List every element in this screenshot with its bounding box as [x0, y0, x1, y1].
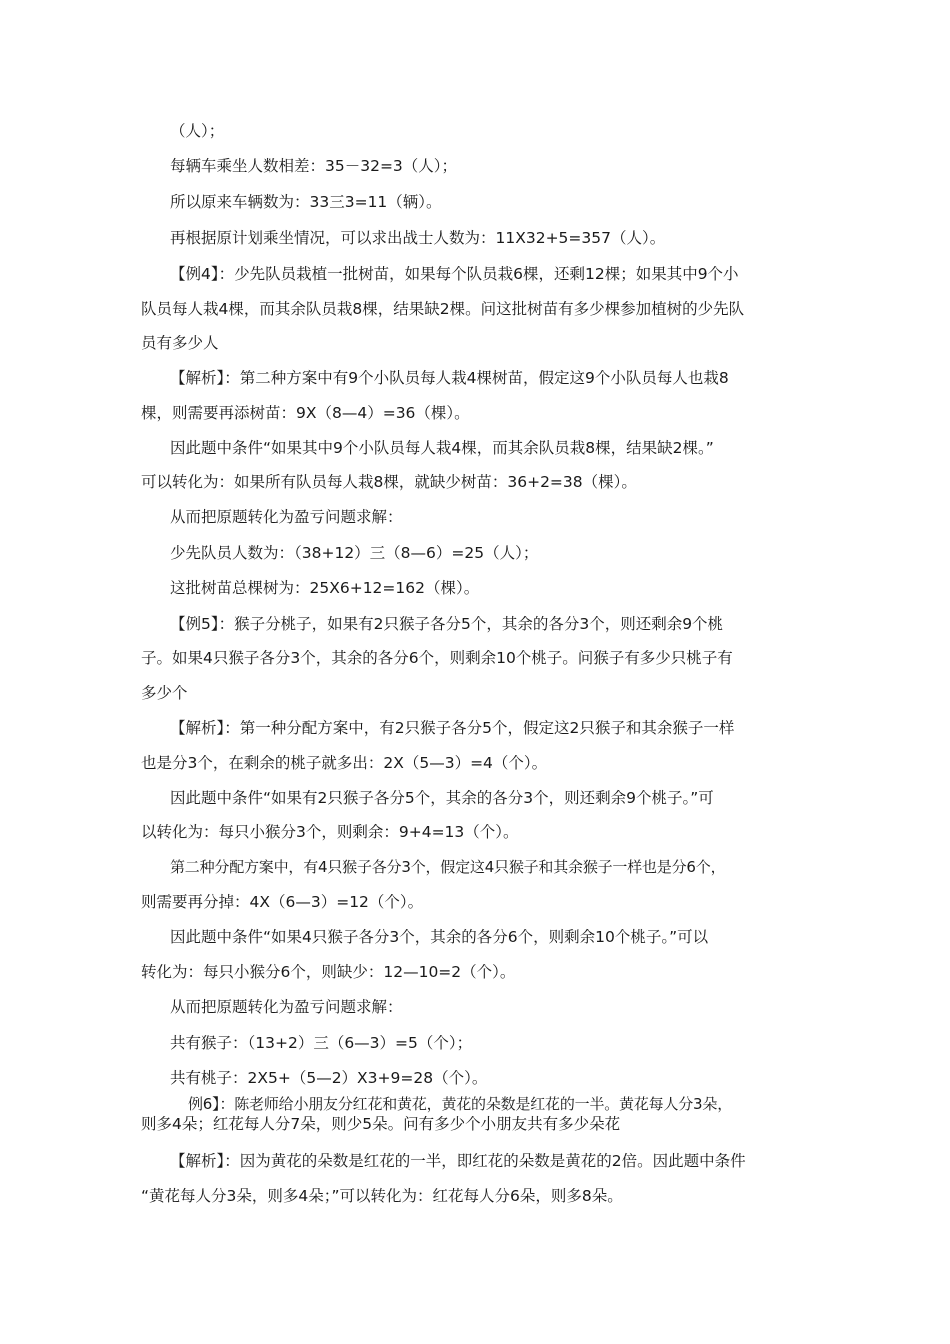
text-line: “黄花每人分3朵，则多4朵；”可以转化为：红花每人分6朵，则多8朵。: [141, 1187, 623, 1205]
text-line: 第二种分配方案中，有4只猴子各分3个，假定这4只猴子和其余猴子一样也是分6个，: [170, 858, 726, 876]
text-line: 也是分3个，在剩余的桃子就多出：2X（5—3）=4（个）。: [141, 754, 548, 772]
text-line: 则多4朵；红花每人分7朵，则少5朵。问有多少个小朋友共有多少朵花: [141, 1115, 621, 1133]
text-line: 转化为：每只小猴分6个，则缺少：12—10=2（个）。: [141, 963, 516, 981]
analysis-heading: 【解析】：第一种分配方案中，有2只猴子各分5个，假定这2只猴子和其余猴子一样: [170, 719, 735, 737]
example-6-heading: 例6】：陈老师给小朋友分红花和黄花，黄花的朵数是红花的一半。黄花每人分3朵，: [188, 1095, 732, 1113]
text-line: 以转化为：每只小猴分3个，则剩余：9+4=13（个）。: [141, 823, 519, 841]
analysis-heading: 【解析】：第二种方案中有9个小队员每人栽4棵树苗，假定这9个小队员每人也栽8: [170, 369, 729, 387]
example-5-heading: 【例5】：猴子分桃子，如果有2只猴子各分5个，其余的各分3个，则还剩余9个桃: [170, 615, 724, 633]
text-line: 每辆车乘坐人数相差：35－32=3（人）；: [170, 157, 458, 175]
analysis-heading: 【解析】：因为黄花的朵数是红花的一半，即红花的朵数是黄花的2倍。因此题中条件: [170, 1152, 746, 1170]
text-line: 再根据原计划乘坐情况，可以求出战士人数为：11X32+5=357（人）。: [170, 229, 666, 247]
text-line: 这批树苗总棵树为：25X6+12=162（棵）。: [170, 579, 480, 597]
text-line: （人）；: [170, 122, 225, 140]
text-line: 从而把原题转化为盈亏问题求解：: [170, 998, 403, 1016]
text-line: 共有桃子：2X5+（5—2）X3+9=28（个）。: [170, 1069, 488, 1087]
text-line: 因此题中条件“如果4只猴子各分3个，其余的各分6个，则剩余10个桃子。”可以: [170, 928, 709, 946]
text-line: 少先队员人数为：（38+12）三（8—6）=25（人）；: [170, 544, 539, 562]
text-line: 可以转化为：如果所有队员每人栽8棵，就缺少树苗：36+2=38（棵）。: [141, 473, 637, 491]
text-line: 所以原来车辆数为：33三3=11（辆）。: [170, 193, 442, 211]
text-line: 队员每人栽4棵，而其余队员栽8棵，结果缺2棵。问这批树苗有多少棵参加植树的少先队: [141, 300, 745, 318]
example-4-heading: 【例4】：少先队员栽植一批树苗，如果每个队员栽6棵，还剩12棵；如果其中9个小: [170, 265, 739, 283]
text-line: 员有多少人: [141, 334, 219, 352]
text-line: 从而把原题转化为盈亏问题求解：: [170, 508, 403, 526]
text-line: 因此题中条件“如果有2只猴子各分5个，其余的各分3个，则还剩余9个桃子。”可: [170, 789, 714, 807]
text-line: 子。如果4只猴子各分3个，其余的各分6个，则剩余10个桃子。问猴子有多少只桃子有: [141, 649, 733, 667]
text-line: 多少个: [141, 684, 188, 702]
text-line: 因此题中条件“如果其中9个小队员每人栽4棵，而其余队员栽8棵，结果缺2棵。”: [170, 439, 714, 457]
text-line: 共有猴子：（13+2）三（6—3）=5（个）；: [170, 1034, 473, 1052]
text-line: 棵，则需要再添树苗：9X（8—4）=36（棵）。: [141, 404, 470, 422]
text-line: 则需要再分掉：4X（6—3）=12（个）。: [141, 893, 424, 911]
